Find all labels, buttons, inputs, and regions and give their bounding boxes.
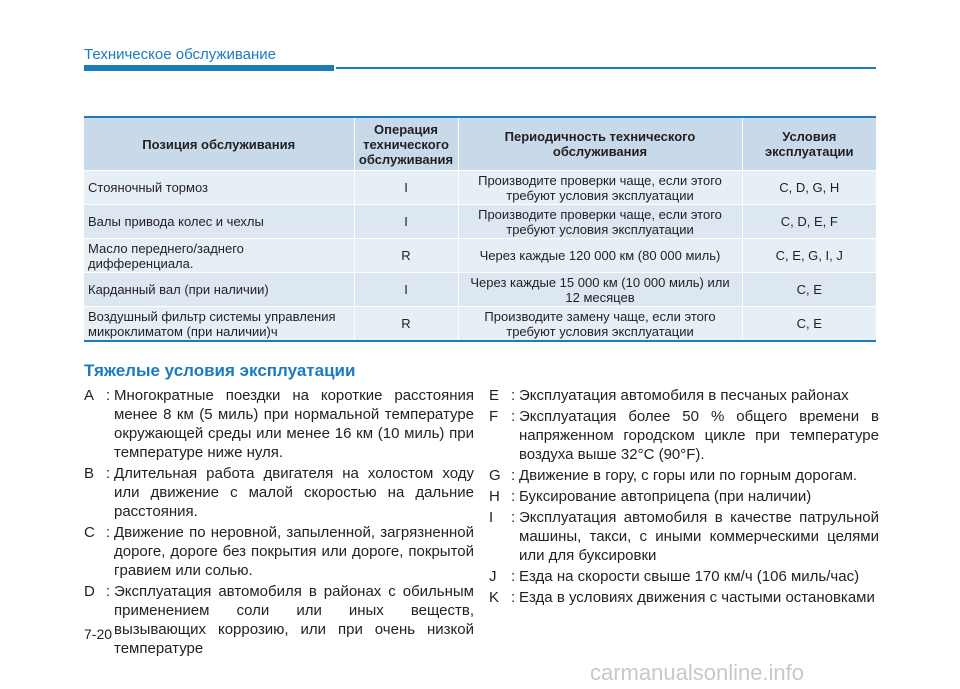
table-header-row [84,117,876,171]
header-operation: Операция технического обслуживания [354,117,458,171]
cell-operation: R [354,239,458,273]
section-header-title: Техническое обслуживание [84,46,276,63]
condition-code: C [84,524,95,541]
condition-code: H [489,488,500,505]
condition-text: Эксплуатация автомобиля в песчаных районах [519,387,849,404]
condition-item: K : Езда в условиях движения с частыми остановками [489,588,879,607]
condition-item: C : Движение по неровной, запыленной, загрязненной дороге, дороге без покрытия или дороге, покрытой гравием или солью. [84,524,474,579]
cell-item: Стояночный тормоз [84,171,354,205]
table-row [84,205,876,239]
cell-item: Валы привода колес и чехлы [84,205,354,239]
cell-conditions: C, D, E, F [742,205,876,239]
header-rule-thick [84,65,334,71]
cell-conditions: C, D, G, H [742,171,876,205]
condition-text: Езда в условиях движения с частыми остановками [519,589,875,606]
cell-item: Карданный вал (при наличии) [84,273,354,307]
header-rule-thin [336,67,876,69]
condition-text: Длительная работа двигателя на холостом ходу или движение с малой скоростью на дальние расстояния. [114,465,474,520]
condition-code: F [489,408,499,425]
cell-operation: R [354,307,458,342]
condition-code: G [489,467,501,484]
condition-item: A : Многократные поездки на короткие расстояния менее 8 км (5 миль) при нормальной температуре окружающей среды или менее 16 км (10 миль) при температуре ниже нуля. [84,387,474,461]
condition-code: E [489,387,500,404]
cell-interval: Через каждые 120 000 км (80 000 миль) [458,239,742,273]
condition-item: I : Эксплуатация автомобиля в качестве патрульной машины, такси, с иными коммерческими целями или для буксировки [489,509,879,564]
page-number: 7-20 [84,626,113,642]
condition-text: Эксплуатация автомобиля в районах с обильным применением соли или иных веществ, вызывающих коррозию, или при очень низкой температуре [114,583,474,657]
condition-text: Езда на скорости свыше 170 км/ч (106 миль/час) [519,568,860,585]
cell-conditions: C, E [742,273,876,307]
conditions-column-right [489,386,879,609]
maintenance-table [84,116,876,342]
condition-item: F : Эксплуатация более 50 % общего времени в напряженном городском цикле при температуре воздуха выше 32°C (90°F). [489,408,879,463]
condition-code: J [489,568,497,585]
conditions-column-left [84,386,474,660]
condition-item: H : Буксирование автоприцепа (при наличии) [489,487,879,506]
condition-text: Движение по неровной, запыленной, загрязненной дороге, дороге без покрытия или дороге, покрытой гравием или солью. [114,524,474,579]
table-row [84,239,876,273]
severe-conditions-title: Тяжелые условия эксплуатации [84,361,356,380]
condition-item: E : Эксплуатация автомобиля в песчаных районах [489,386,879,405]
cell-conditions: C, E [742,307,876,342]
cell-interval: Производите проверки чаще, если этого требуют условия эксплуатации [458,205,742,239]
condition-code: K [489,589,500,606]
condition-text: Буксирование автоприцепа (при наличии) [519,488,812,505]
condition-text: Движение в гору, с горы или по горным дорогам. [519,467,858,484]
condition-code: D [84,583,95,600]
condition-item: J : Езда на скорости свыше 170 км/ч (106 миль/час) [489,567,879,586]
table-row [84,307,876,342]
cell-item: Воздушный фильтр системы управления микроклиматом (при наличии)ч [84,307,354,342]
header-conditions: Условия эксплуатации [742,117,876,171]
condition-text: Многократные поездки на короткие расстояния менее 8 км (5 миль) при нормальной температуре окружающей среды или менее 16 км (10 миль) при температуре ниже нуля. [114,387,474,461]
header-item: Позиция обслуживания [84,117,354,171]
header-interval: Периодичность технического обслуживания [458,117,742,171]
condition-text: Эксплуатация более 50 % общего времени в напряженном городском цикле при температуре воздуха выше 32°C (90°F). [519,408,879,463]
condition-text: Эксплуатация автомобиля в качестве патрульной машины, такси, с иными коммерческими целями или для буксировки [519,509,879,564]
condition-code: I [489,509,494,526]
cell-operation: I [354,171,458,205]
cell-operation: I [354,205,458,239]
cell-operation: I [354,273,458,307]
condition-item: D : Эксплуатация автомобиля в районах с обильным применением соли или иных веществ, вызывающих коррозию, или при очень низкой температуре [84,583,474,657]
condition-item: G : Движение в гору, с горы или по горным дорогам. [489,466,879,485]
cell-conditions: C, E, G, I, J [742,239,876,273]
cell-interval: Производите замену чаще, если этого требуют условия эксплуатации [458,307,742,342]
condition-code: B [84,465,95,482]
condition-code: A [84,387,95,404]
table-row [84,171,876,205]
cell-interval: Производите проверки чаще, если этого требуют условия эксплуатации [458,171,742,205]
cell-item: Масло переднего/заднего дифференциала. [84,239,354,273]
cell-interval: Через каждые 15 000 км (10 000 миль) или 12 месяцев [458,273,742,307]
watermark-text: carmanualsonline.info [590,660,805,685]
table-row [84,273,876,307]
condition-item: B : Длительная работа двигателя на холостом ходу или движение с малой скоростью на дальние расстояния. [84,465,474,520]
